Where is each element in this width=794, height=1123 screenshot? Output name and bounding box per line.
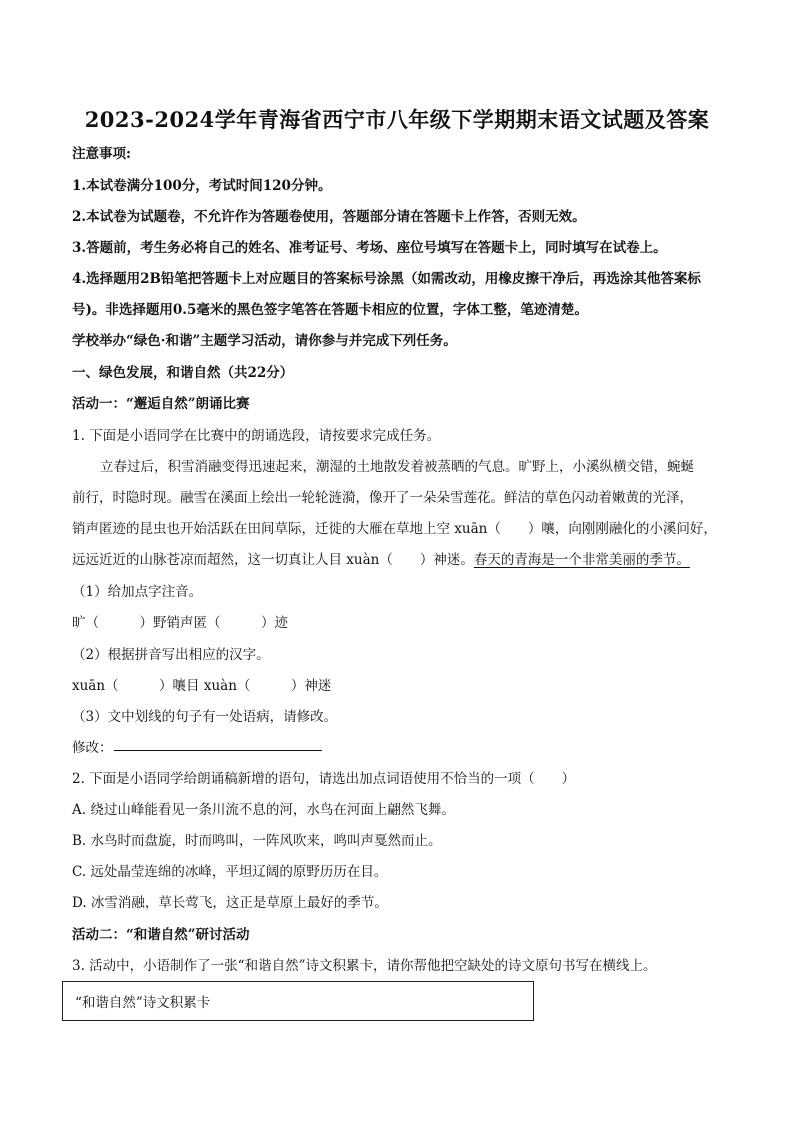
question-3: 3. 活动中，小语制作了一张“和谐自然”诗文积累卡，请你帮他把空缺处的诗文原句书写在横线上。 (72, 958, 657, 974)
fix-answer-line[interactable] (114, 750, 322, 751)
sub-question-1-answer: 旷（ ）野销声匿（ ）迹 (72, 615, 288, 631)
notice-item-1: 1.本试卷满分100分，考试时间120分钟。 (72, 178, 332, 194)
option-b: B. 水鸟时而盘旋，时而鸣叫，一阵风吹来，鸣叫声戛然而止。 (72, 833, 442, 849)
option-d: D. 冰雪消融，草长莺飞，这正是草原上最好的季节。 (72, 895, 388, 911)
activity-2-heading: 活动二：“和谐自然”研讨活动 (72, 927, 250, 943)
underlined-sentence: 春天的青海是一个非常美丽的季节。 (473, 552, 690, 568)
option-c: C. 远处晶莹连绵的冰峰，平坦辽阔的原野历历在目。 (72, 864, 388, 880)
notice-item-4-cont: 号)。非选择题用0.5毫米的黑色签字笔答在答题卡相应的位置，字体工整，笔迹清楚。 (72, 302, 588, 318)
fix-label: 修改： (72, 740, 113, 756)
sub-question-1: （1）给加点字注音。 (72, 584, 203, 600)
notice-item-3: 3.答题前，考生务必将自己的姓名、准考证号、考场、座位号填写在答题卡上，同时填写在试卷上。 (72, 240, 667, 256)
activity-intro: 学校举办“绿色·和谐”主题学习活动，请你参与并完成下列任务。 (72, 333, 457, 349)
passage-line-4-text: 远远近近的山脉苍凉而超然，这一切真让人目 xuàn（ ）神迷。 (72, 552, 474, 568)
page-title: 2023-2024学年青海省西宁市八年级下学期期末语文试题及答案 (84, 107, 710, 132)
sub-question-3: （3）文中划线的句子有一处语病，请修改。 (72, 709, 338, 725)
sub-question-2: （2）根据拼音写出相应的汉字。 (72, 647, 270, 663)
notice-heading: 注意事项: (72, 146, 131, 162)
section-heading-1: 一、绿色发展，和谐自然（共22分） (72, 365, 294, 381)
option-a: A. 绕过山峰能看见一条川流不息的河，水鸟在河面上翩然飞舞。 (72, 802, 455, 818)
passage-line-1: 立春过后，积雪消融变得迅速起来，潮湿的土地散发着被蒸晒的气息。旷野上，小溪纵横交错，蜿蜒 (100, 459, 694, 475)
poetry-card (62, 981, 534, 1021)
poetry-card-title: “和谐自然”诗文积累卡 (75, 995, 211, 1011)
question-2: 2. 下面是小语同学给朗诵稿新增的语句，请选出加点词语使用不恰当的一项（ ） (72, 771, 576, 787)
sub-question-2-answer: xuān（ ）嚷目 xuàn（ ）神迷 (72, 678, 332, 694)
notice-item-4: 4.选择题用2B铅笔把答题卡上对应题目的答案标号涂黑（如需改动，用橡皮擦干净后，再选涂其他答案标 (72, 271, 701, 287)
notice-item-2: 2.本试卷为试题卷，不允许作为答题卷使用，答题部分请在答题卡上作答，否则无效。 (72, 209, 586, 225)
passage-line-4 (72, 551, 732, 569)
question-1: 1. 下面是小语同学在比赛中的朗诵选段，请按要求完成任务。 (72, 428, 441, 444)
activity-1-heading: 活动一：“邂逅自然”朗诵比赛 (72, 396, 250, 412)
passage-line-3: 销声匿迹的昆虫也开始活跃在田间草际，迁徙的大雁在草地上空 xuān（ ）嚷，向刚刚融化的小溪问好， (72, 521, 717, 537)
passage-line-2: 前行，时隐时现。融雪在溪面上绘出一轮轮涟漪，像开了一朵朵雪莲花。鲜洁的草色闪动着嫩黄的光泽， (72, 490, 693, 506)
